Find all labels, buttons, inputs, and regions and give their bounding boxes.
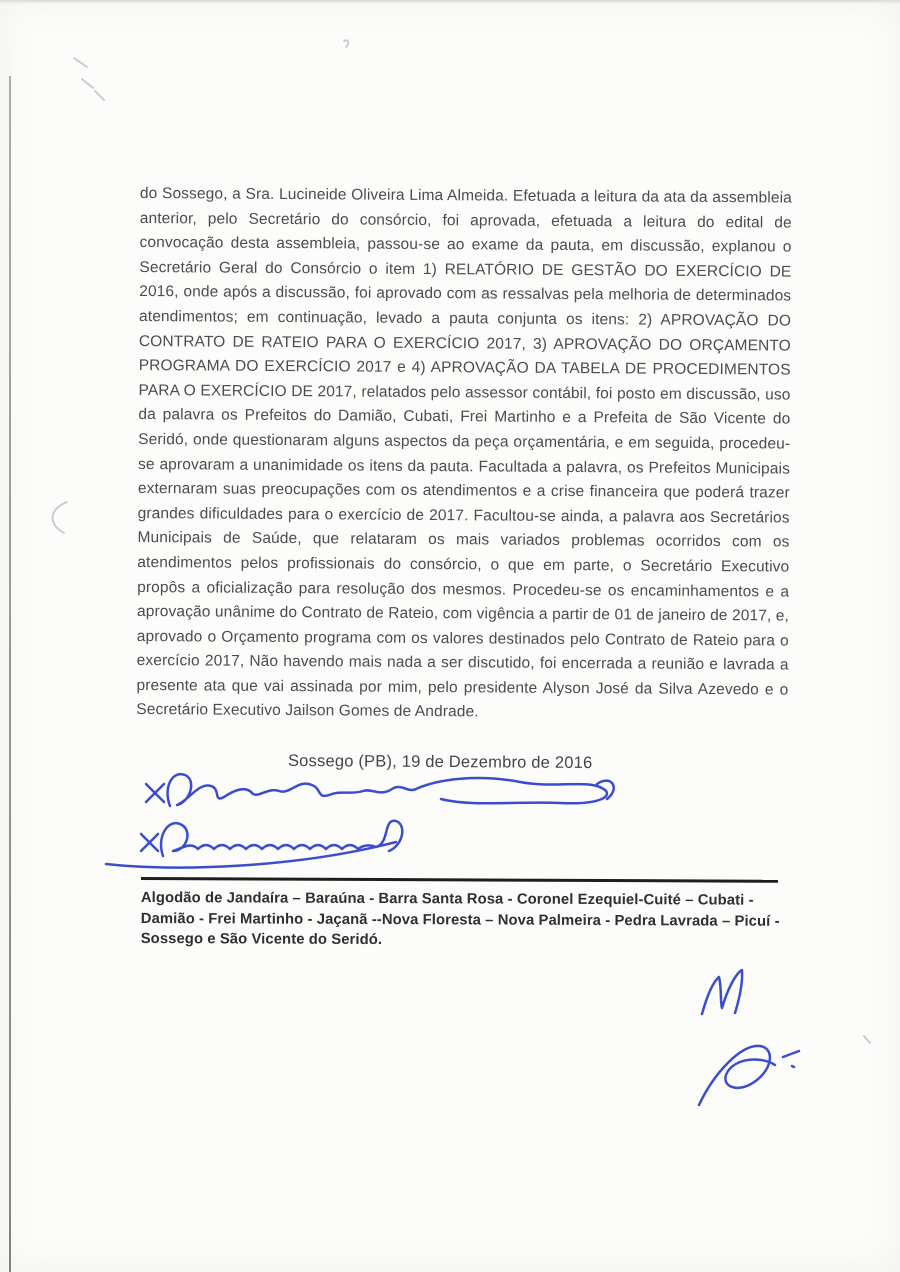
scan-top-edge-artifact	[0, 0, 900, 4]
secretary-signature-flourish	[597, 781, 614, 799]
pencil-mark-top-center	[344, 40, 348, 47]
secretary-signature-ink	[168, 774, 607, 806]
scan-left-edge-artifact	[9, 76, 11, 1272]
minutes-body-text: do Sossego, a Sra. Lucineide Oliveira Lima Almeida. Efetuada a leitura da ata da assembleia anterior, pelo Secretário do consórcio, foi aprovada, efetuada a leitura do edital de convocação desta assembleia, passou-se ao exame da pauta, em discussão, explanou o Secretário Geral do Consórcio o item 1) RELATÓRIO DE GESTÃO DO EXERCÍCIO DE 2016, onde após a discussão, foi aprovado com as ressalvas pela melhoria de determinados atendimentos; em continuação, levado a pauta conjunta os itens: 2) APROVAÇÃO DO CONTRATO DE RATEIO PARA O EXERCÍCIO 2017, 3) APROVAÇÃO DO ORÇAMENTO PROGRAMA DO EXERCÍCIO 2017 e 4) APROVAÇÃO DA TABELA DE PROCEDIMENTOS PARA O EXERCÍCIO DE 2017, relatados pelo assessor contábil, foi posto em discussão, uso da palavra os Prefeitos do Damião, Cubati, Frei Martinho e a Prefeita de São Vicente do Seridó, onde questionaram alguns aspectos da peça orçamentária, e em seguida, procedeu-se aprovaram a unanimidade os itens da pauta. Facultada a palavra, os Prefeitos Municipais externaram suas preocupações com os atendimentos e a crise financeira que poderá trazer grandes dificuldades para o exercício de 2017. Facultou-se ainda, a palavra aos Secretários Municipais de Saúde, que relataram os mais variados problemas ocorridos com os atendimentos pelos profissionais do consórcio, o que em parte, o Secretário Executivo propôs a oficialização para resolução dos mesmos. Procedeu-se os encaminhamentos e a aprovação unânime do Contrato de Rateio, com vigência a partir de 01 de janeiro de 2017, e, aprovado o Orçamento programa com os valores destinados pelo Contrato de Rateio para o exercício 2017, Não havendo mais nada a ser discutido, foi encerrada a reunião e lavrada a presente ata que vai assinada por mim, pelo presidente Alyson José da Silva Azevedo e o Secretário Executivo Jailson Gomes de Andrade.	[136, 184, 792, 721]
flourish-signature-dash	[783, 1051, 799, 1057]
flourish-signature-dot	[792, 1066, 794, 1067]
footer-municipalities: Algodão de Jandaíra – Baraúna - Barra Santa Rosa - Coronel Ezequiel-Cuité – Cubati - Damião - Frei Martinho - Jaçanã --Nova Floresta – Nova Palmeira - Pedra Lavrada – Picuí - Sossego e São Vicente do Seridó.	[140, 889, 780, 949]
date-line: Sossego (PB), 19 de Dezembro de 2016	[287, 751, 593, 773]
flourish-signature-ink	[699, 1046, 775, 1105]
president-signature-underline	[106, 842, 396, 868]
president-signature-ink	[161, 821, 402, 856]
footer-divider	[141, 877, 778, 883]
pencil-mark-left-margin	[53, 502, 67, 533]
secretary-signature-x-mark	[146, 784, 164, 802]
pencil-mark-top-left	[74, 58, 104, 100]
president-signature-x-mark	[141, 834, 158, 851]
pencil-mark-right	[864, 1036, 870, 1043]
footer-block	[141, 877, 787, 952]
initials-ink-mark	[702, 970, 742, 1014]
